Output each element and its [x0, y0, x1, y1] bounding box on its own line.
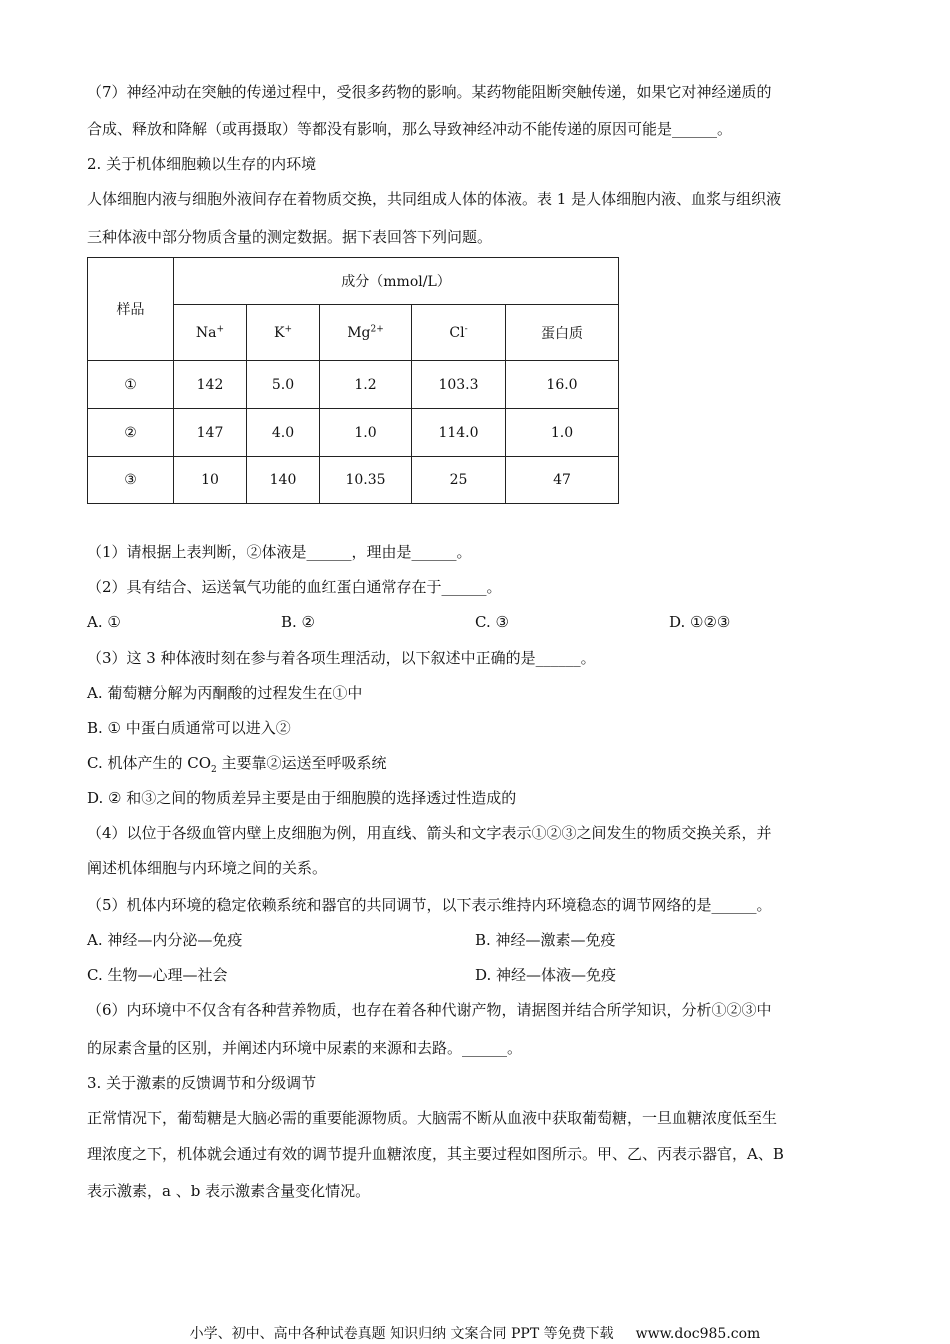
question-4-line-1: （4）以位于各级血管内壁上皮细胞为例，用直线、箭头和文字表示①②③之间发生的物质交换关系，并 [87, 824, 772, 842]
table-col-mg: $Mg^{2+}$ [320, 305, 412, 361]
question-2-option-c: C. ③ [475, 613, 509, 631]
question-3: （3）这 3 种体液时刻在参与着各项生理活动，以下叙述中正确的是______。 [87, 649, 596, 667]
table-cell: 1.0 [506, 409, 619, 457]
question-2-option-b: B. ② [281, 613, 316, 631]
question-4-line-2: 阐述机体细胞与内环境之间的关系。 [87, 859, 328, 877]
question-1: （1）请根据上表判断，②体液是______，理由是______。 [87, 543, 472, 561]
table-cell-sample: ① [88, 361, 174, 409]
question-7-line-2: 合成、释放和降解（或再摄取）等都没有影响，那么导致神经冲动不能传递的原因可能是______。 [87, 120, 733, 138]
question-2: （2）具有结合、运送氧气功能的血红蛋白通常存在于______。 [87, 578, 502, 596]
table-cell: 147 [174, 409, 247, 457]
question-5-option-c: C. 生物—心理—社会 [87, 966, 228, 984]
question-3-option-d: D. ② 和③之间的物质差异主要是由于细胞膜的选择透过性造成的 [87, 789, 517, 807]
section-2-intro-line-2: 三种体液中部分物质含量的测定数据。据下表回答下列问题。 [87, 228, 493, 246]
table-cell: 140 [247, 457, 320, 504]
question-5: （5）机体内环境的稳定依赖系统和器官的共同调节，以下表示维持内环境稳态的调节网络的是______。 [87, 896, 772, 914]
table-cell-sample: ③ [88, 457, 174, 504]
table-cell: 25 [412, 457, 506, 504]
table-cell: 10 [174, 457, 247, 504]
table-cell: 5.0 [247, 361, 320, 409]
question-2-option-a: A. ① [87, 613, 121, 631]
table-row [88, 457, 619, 504]
section-2-intro-line-1: 人体细胞内液与细胞外液间存在着物质交换，共同组成人体的体液。表 1 是人体细胞内液、血浆与组织液 [87, 190, 782, 208]
question-2-option-d: D. ①②③ [669, 613, 731, 631]
table-header-sample: 样品 [88, 258, 174, 361]
table-cell-sample: ② [88, 409, 174, 457]
question-3-option-b: B. ① 中蛋白质通常可以进入② [87, 719, 291, 737]
section-3-title: 3. 关于激素的反馈调节和分级调节 [87, 1074, 317, 1092]
table-cell: 4.0 [247, 409, 320, 457]
question-5-option-a: A. 神经—内分泌—免疫 [87, 931, 243, 949]
table-col-cl: Cl- [412, 305, 506, 361]
section-3-line-1: 正常情况下，葡萄糖是大脑必需的重要能源物质。大脑需不断从血液中获取葡萄糖，一旦血糖浓度低至生 [87, 1109, 778, 1127]
table-cell: 103.3 [412, 361, 506, 409]
question-3-option-c: C. 机体产生的 $CO_2$ 主要靠②运送至呼吸系统 [87, 754, 387, 775]
question-5-option-d: D. 神经—体液—免疫 [475, 966, 617, 984]
section-2-title: 2. 关于机体细胞赖以生存的内环境 [87, 155, 317, 173]
table-cell: 10.35 [320, 457, 412, 504]
table-cell: 16.0 [506, 361, 619, 409]
section-3-line-3: 表示激素，a 、b 表示激素含量变化情况。 [87, 1182, 371, 1200]
table-row [88, 409, 619, 457]
question-6-line-1: （6）内环境中不仅含有各种营养物质，也存在着各种代谢产物，请据图并结合所学知识，分析①②③中 [87, 1001, 772, 1019]
table-col-protein: 蛋白质 [506, 305, 619, 361]
question-7-line-1: （7）神经冲动在突触的传递过程中，受很多药物的影响。某药物能阻断突触传递，如果它对神经递质的 [87, 83, 772, 101]
footer-url[interactable]: www.doc985.com [635, 1326, 761, 1342]
section-3-line-2: 理浓度之下，机体就会通过有效的调节提升血糖浓度，其主要过程如图所示。甲、乙、丙表示器官，A、B [87, 1145, 784, 1163]
body-fluid-table [87, 257, 619, 504]
footer-text: 小学、初中、高中各种试卷真题 知识归纳 文案合同 PPT 等免费下载 [189, 1326, 614, 1342]
question-3-option-a: A. 葡萄糖分解为丙酮酸的过程发生在①中 [87, 684, 363, 702]
table-cell: 1.0 [320, 409, 412, 457]
table-cell: 142 [174, 361, 247, 409]
question-6-line-2: 的尿素含量的区别，并阐述内环境中尿素的来源和去路。______。 [87, 1039, 523, 1057]
question-5-option-b: B. 神经—激素—免疫 [475, 931, 616, 949]
page-footer [0, 1323, 950, 1343]
table-col-k: K+ [247, 305, 320, 361]
table-cell: 1.2 [320, 361, 412, 409]
table-cell: 114.0 [412, 409, 506, 457]
table-header-group: 成分（mmol/L） [174, 258, 619, 305]
table-row [88, 361, 619, 409]
table-col-na: Na+ [174, 305, 247, 361]
table-cell: 47 [506, 457, 619, 504]
